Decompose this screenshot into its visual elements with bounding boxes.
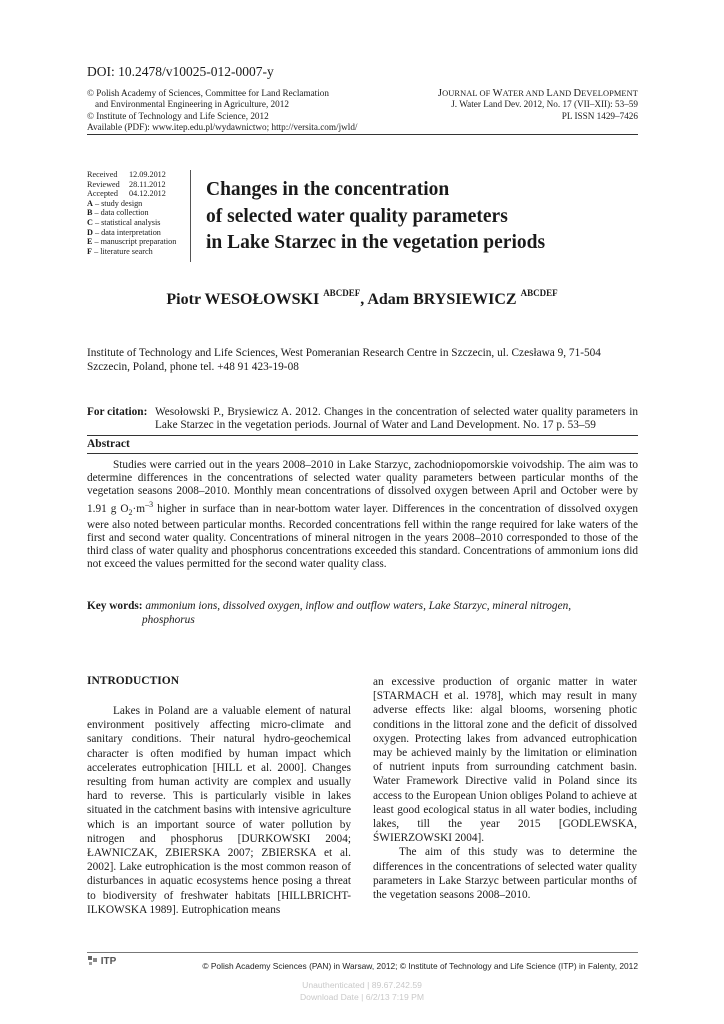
header-copyright [87, 88, 357, 133]
journal-issue: J. Water Land Dev. 2012, No. 17 (VII–XII): 53–59 [451, 99, 638, 110]
contribution-list: A – study design B – data collection C – statistical analysis D – data interpretation E – manuscript preparation F – literature search [87, 198, 177, 256]
section-heading-introduction: INTRODUCTION [87, 675, 180, 687]
abstract-text: Studies were carried out in the years 2008–2010 in Lake Starzyc, zachodniopomorskie voivodship. The aim was to determine differences in the concentrations of selected water quality parameters between particular months of the vegetation seasons 2008–2010. Monthly mean concentrations of dissolved oxygen between April and October were by 1.91 g $O_2\cdot m^{-3}$ higher in surface than in near-bottom water layer. Differences in the concentration of dissolved oxygen were also noted between particular months. Recorded concentrations fell within the range required for lake waters of the first and second water quality. Concentrations of mineral nitrogen in the years 2008–2010 corresponded to those of the third class of water quality and phosphorus concentrations exceeded this standard. Concentrations of ammonium ions did not exceed the values permitted for the second water quality class. [87, 459, 638, 571]
itp-logo: ITP [88, 956, 116, 967]
citation [87, 406, 638, 432]
copyright-line: and Environmental Engineering in Agriculture, 2012 [95, 99, 289, 110]
sidebar-divider [190, 170, 191, 262]
citation-text: Wesołowski P., Brysiewicz A. 2012. Changes in the concentration of selected water quality parameters in Lake Starzec in the vegetation periods. Journal of Water and Land Development. No. 17 p. 53–59 [155, 406, 638, 432]
header-journal [438, 88, 638, 122]
copyright-line: © Polish Academy of Sciences, Committee for Land Reclamation [87, 88, 329, 98]
abstract-rule [87, 453, 638, 454]
keywords: Key words: ammonium ions, dissolved oxygen, inflow and outflow waters, Lake Starzyc, mineral nitrogen, phosphorus [87, 600, 572, 626]
article-dates: Received 12.09.2012 Reviewed 28.11.2012 Accepted 04.12.2012 A – study design B – data collection C – statistical analysis D – data interpretation E – manuscript preparation F – literature search [87, 170, 177, 256]
footer-rule [87, 952, 638, 953]
body-column-right: an excessive production of organic matter in water [STARMACH et al. 1978], which may result in many adverse effects like: algal blooms, worsening photic conditions in the littoral zone and the deficit of dissolved oxygen. Protecting lakes from advanced eutrophication may be achieved mainly by the limitation or elimination of nutrient inputs from surrounding catchment basin. Water Framework Directive valid in Poland since its access to the European Union obliges Poland to achieve at least good ecological status in all water bodies, including lakes, till the year 2015 [GODLEWSKA, ŚWIERZOWSKI 2004]. The aim of this study was to determine the differences in the concentrations of selected water quality parameters in Lake Starzyc between particular months of the vegetation seasons 2008–2010. [373, 676, 637, 902]
citation-label: For citation: [87, 406, 148, 418]
header-rule [87, 134, 638, 135]
availability-line: Available (PDF): www.itep.edu.pl/wydawnictwo; http://versita.com/jwld/ [87, 121, 358, 132]
affiliation: Institute of Technology and Life Sciences, West Pomeranian Research Centre in Szczecin, ul. Czesława 9, 71-504 Szczecin, Poland, phone tel. +48 91 423-19-08 [87, 347, 601, 373]
journal-issn: PL ISSN 1429–7426 [561, 110, 638, 121]
journal-name: JOURNAL OF WATER AND LAND DEVELOPMENT [437, 88, 638, 99]
abstract-heading: Abstract [87, 438, 130, 450]
footer-copyright: © Polish Academy Sciences (PAN) in Warsaw, 2012; © Institute of Technology and Life Science (ITP) in Falenty, 2012 [202, 961, 638, 971]
copyright-line: © Institute of Technology and Life Science, 2012 [87, 110, 269, 121]
doi: DOI: 10.2478/v10025-012-0007-y [87, 64, 274, 79]
body-column-left: Lakes in Poland are a valuable element of natural environment positively affecting micro-climate and sanitary conditions. Their natural hydro-geochemical character is often modified by human impact which accelerates eutrophication [HILL et al. 2000]. Changes resulting from human activity are complex and usually hard to reverse. This is particularly visible in lakes situated in the catchment basins with intensive agriculture which is an important source of water pollution by nitrogen and phosphorus [DURKOWSKI 2004; ŁAWNICZAK, ZBIERSKA 2007; ZBIERSKA et al. 2002]. Lake eutrophication is the most common reason of disturbances in aquatic ecosystems hence posing a threat to biodiversity of freshwater habitats [HILLBRICHT-ILKOWSKA 1989]. Eutrophication means [87, 705, 351, 916]
citation-rule [87, 435, 638, 436]
article-title: Changes in the concentration of selected water quality parameters in Lake Starzec in the vegetation periods [206, 179, 546, 253]
itp-logo-icon [88, 956, 98, 966]
authors: Piotr WESOŁOWSKI $^{ABCDEF}$, Adam BRYSIEWICZ $^{ABCDEF}$ [166, 288, 558, 308]
download-watermark: Unauthenticated | 89.67.242.59 Download Date | 6/2/13 7:19 PM [299, 980, 425, 1002]
